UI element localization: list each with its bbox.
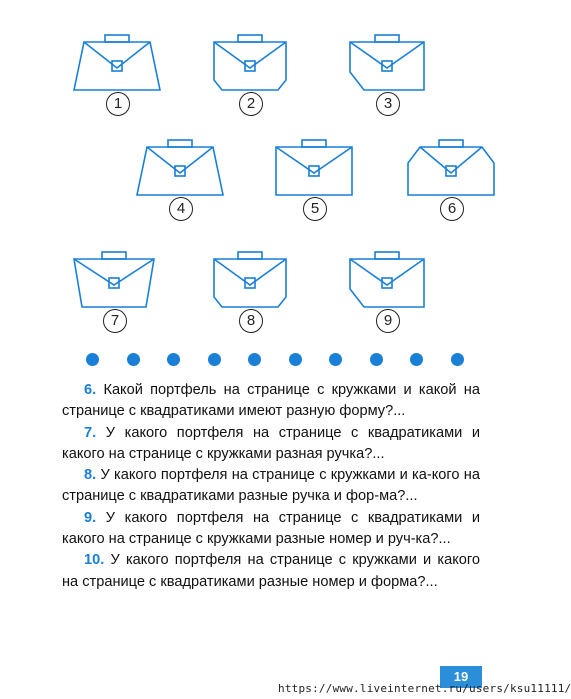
briefcase-icon (338, 28, 448, 98)
divider-dot (451, 353, 464, 366)
briefcase-icon (125, 133, 235, 203)
bag-number: 1 (106, 92, 130, 116)
briefcase-icon (200, 245, 310, 315)
bag-number: 6 (440, 197, 464, 221)
question-10: 10. У какого портфеля на странице с кружками и какого на странице с квадратиками разные номер и форма?... (62, 552, 480, 590)
briefcase-icon (398, 133, 508, 203)
question-7: 7. У какого портфеля на странице с квадратиками и какого на странице с кружками разная ручка?... (62, 424, 480, 462)
question-6: 6. Какой портфель на странице с кружками и какой на странице с квадратиками имеют разную форму?... (62, 382, 480, 420)
divider-dot (329, 353, 342, 366)
bag-number: 9 (376, 309, 400, 333)
briefcase-icon (262, 133, 372, 203)
page-number-badge: 19 (440, 666, 482, 688)
bag-5 (262, 133, 372, 243)
dot-divider (86, 353, 466, 367)
bag-number: 5 (303, 197, 327, 221)
divider-dot (289, 353, 302, 366)
bag-6 (398, 133, 508, 243)
bag-number: 3 (376, 92, 400, 116)
bag-4 (125, 133, 235, 243)
divider-dot (248, 353, 261, 366)
briefcase-icon (62, 28, 172, 98)
bag-8 (200, 245, 310, 355)
briefcase-icon (200, 28, 310, 98)
bag-2 (200, 28, 310, 138)
divider-dot (410, 353, 423, 366)
question-8: 8. У какого портфеля на странице с кружками и ка-кого на странице с квадратиками разные ручка и фор-ма?... (62, 467, 480, 505)
divider-dot (86, 353, 99, 366)
footer-url: https://www.liveinternet.ru/users/ksu11111/ (278, 682, 571, 695)
question-9: 9. У какого портфеля на странице с квадратиками и какого на странице с кружками разные номер и руч-ка?... (62, 509, 480, 548)
bag-number: 8 (239, 309, 263, 333)
briefcase-icon (62, 245, 172, 315)
divider-dot (167, 353, 180, 366)
questions-block (62, 380, 480, 593)
bag-1 (62, 28, 172, 138)
bag-number: 4 (169, 197, 193, 221)
divider-dot (127, 353, 140, 366)
bag-number: 7 (103, 309, 127, 333)
bag-3 (338, 28, 448, 138)
bag-7 (62, 245, 172, 355)
bag-9 (338, 245, 448, 355)
divider-dot (208, 353, 221, 366)
briefcase-icon (338, 245, 448, 315)
bag-number: 2 (239, 92, 263, 116)
divider-dot (370, 353, 383, 366)
